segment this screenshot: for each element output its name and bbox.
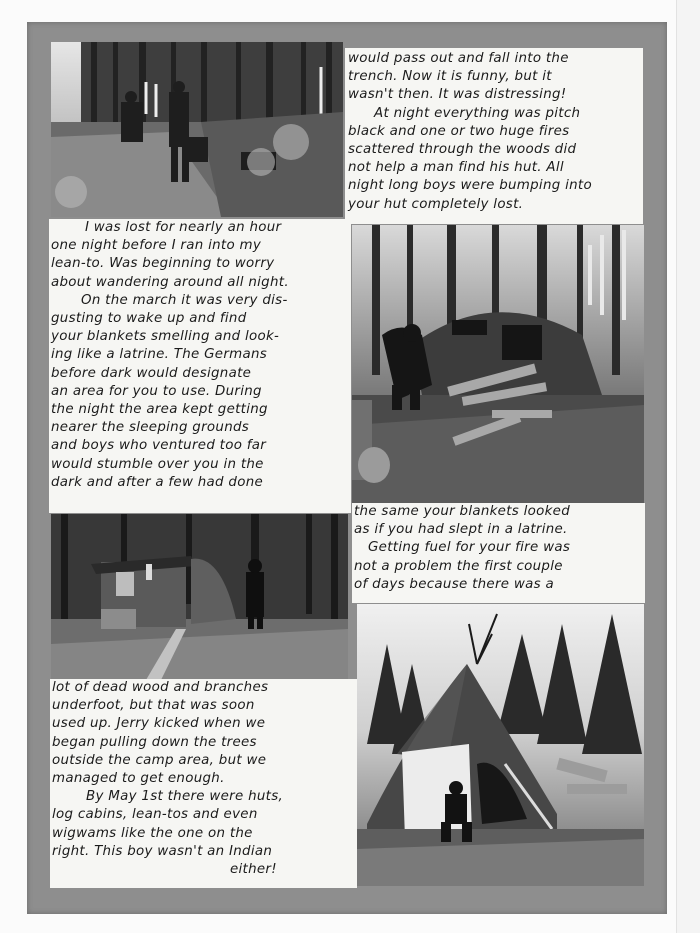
text-line: trench. Now it is funny, but it bbox=[348, 69, 552, 85]
text-line: before dark would designate bbox=[51, 365, 252, 381]
binding-edge bbox=[676, 0, 700, 933]
text-line: lot of dead wood and branches bbox=[52, 680, 269, 695]
text-line: scattered through the woods did bbox=[348, 142, 577, 158]
text-line: about wandering around all night. bbox=[51, 274, 289, 290]
text-line: would stumble over you in the bbox=[51, 456, 264, 472]
photo-men-clearing-woods bbox=[51, 42, 343, 217]
text-block-dead-wood bbox=[50, 679, 357, 888]
text-line: ing like a latrine. The Germans bbox=[51, 347, 268, 363]
photo-log-cabin-in-forest bbox=[51, 514, 348, 680]
text-line: the same your blankets looked bbox=[354, 504, 571, 519]
text-line: By May 1st there were huts, bbox=[86, 789, 284, 805]
text-line: the night the area kept getting bbox=[51, 402, 268, 418]
text-line: your blankets smelling and look- bbox=[51, 329, 280, 345]
photo-man-chopping-wood bbox=[352, 225, 644, 505]
text-line: night long boys were bumping into bbox=[348, 178, 592, 194]
text-line: I was lost for nearly an hour bbox=[85, 220, 282, 235]
text-line: On the march it was very dis- bbox=[81, 292, 288, 308]
text-line: lean-to. Was beginning to worry bbox=[51, 256, 275, 272]
text-line: wigwams like the one on the bbox=[52, 825, 253, 841]
text-line: black and one or two huge fires bbox=[348, 123, 570, 139]
photo-wigwam-hut-with-man bbox=[357, 604, 644, 886]
text-line: wasn't then. It was distressing! bbox=[348, 87, 567, 103]
text-line: either! bbox=[230, 862, 277, 878]
text-line: outside the camp area, but we bbox=[52, 752, 267, 768]
text-line: would pass out and fall into the bbox=[348, 51, 569, 66]
text-line: dark and after a few had done bbox=[51, 474, 264, 490]
text-line: log cabins, lean-tos and even bbox=[52, 807, 258, 823]
text-line: one night before I ran into my bbox=[51, 238, 262, 254]
text-line: began pulling down the trees bbox=[52, 734, 257, 750]
text-line: your hut completely lost. bbox=[348, 196, 524, 212]
text-line: as if you had slept in a latrine. bbox=[354, 522, 568, 538]
text-line: underfoot, but that was soon bbox=[52, 698, 255, 714]
text-block-trench-night bbox=[345, 48, 643, 224]
text-line: an area for you to use. During bbox=[51, 383, 262, 399]
text-line: nearer the sleeping grounds bbox=[51, 420, 250, 436]
text-line: used up. Jerry kicked when we bbox=[52, 716, 266, 732]
text-line: Getting fuel for your fire was bbox=[368, 540, 571, 556]
text-line: of days because there was a bbox=[354, 576, 554, 592]
text-line: gusting to wake up and find bbox=[51, 311, 247, 327]
text-line: not help a man find his hut. All bbox=[348, 160, 564, 176]
text-line: At night everything was pitch bbox=[374, 105, 581, 121]
text-line: right. This boy wasn't an Indian bbox=[52, 843, 273, 859]
text-block-fuel bbox=[352, 503, 645, 603]
text-line: not a problem the first couple bbox=[354, 558, 563, 574]
text-line: and boys who ventured too far bbox=[51, 438, 267, 454]
text-line: managed to get enough. bbox=[52, 771, 225, 787]
text-block-lost-at-night bbox=[49, 219, 351, 513]
